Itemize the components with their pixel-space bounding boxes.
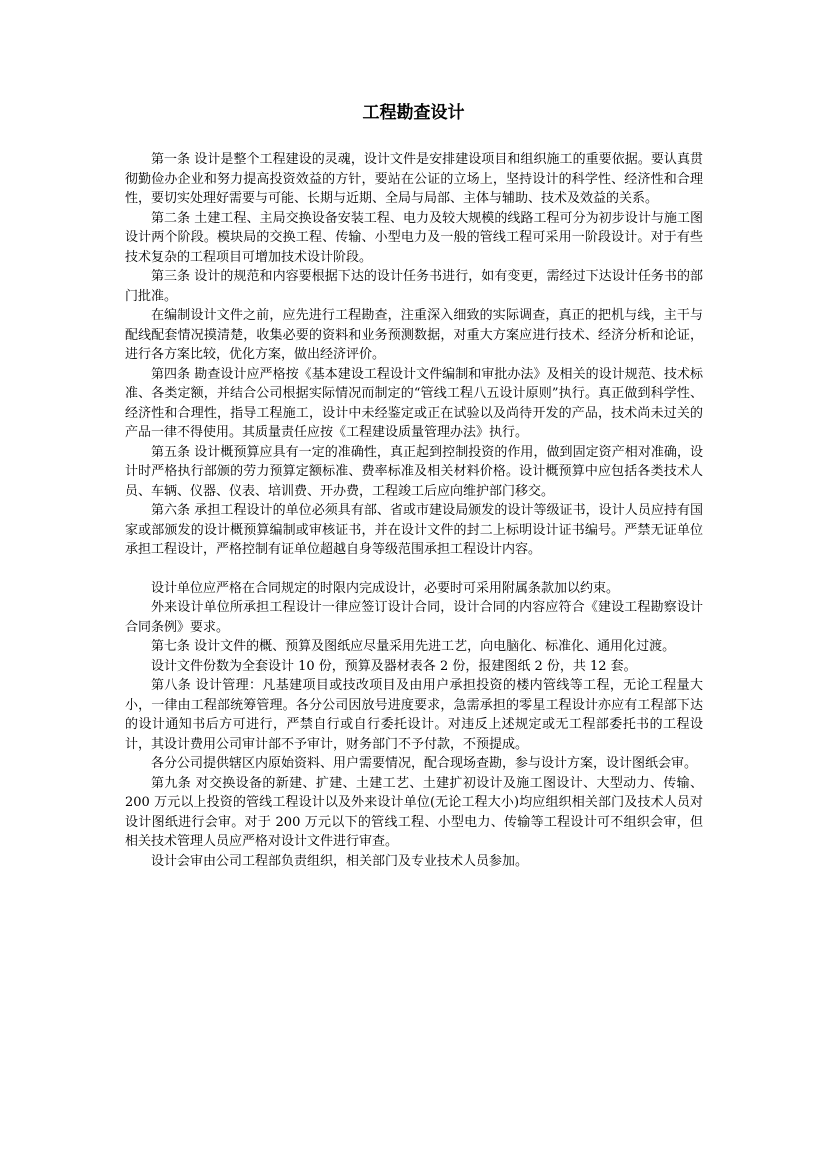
paragraph-contract-deadline: 设计单位应严格在合同规定的时限内完成设计，必要时可采用附属条款加以约束。 xyxy=(151,580,620,596)
paragraph-article-2: 第二条 土建工程、主局交换设备安装工程、电力及较大规模的线路工程可分为初步设计与施工图设计两个阶段。模块局的交换工程、传输、小型电力及一般的管线工程可采用一阶段设计。对于有些技术复杂的工程项目可增加技术设计阶段。 xyxy=(125,210,703,265)
document-body xyxy=(125,150,703,871)
paragraph-external-contract: 外来设计单位所承担工程设计一律应签订设计合同，设计合同的内容应符合《建设工程勘察设计合同条例》要求。 xyxy=(125,600,703,635)
paragraph-article-7: 第七条 设计文件的概、预算及图纸应尽量采用先进工艺，向电脑化、标准化、通用化过渡。 xyxy=(151,639,676,654)
paragraph-article-9: 第九条 对交换设备的新建、扩建、土建工艺、土建扩初设计及施工图设计、大型动力、传输、200 万元以上投资的管线工程设计以及外来设计单位(无论工程大小)均应组织相关部门及技术人员对设计图纸进行会审。对于 200 万元以下的管线工程、小型电力、传输等工程设计可不组织会审，但相关技术管理人员应严格对设计文件进行审查。 xyxy=(125,775,703,849)
paragraph-article-3: 第三条 设计的规范和内容要根据下达的设计任务书进行，如有变更，需经过下达设计任务书的部门批准。 xyxy=(125,269,703,304)
paragraph-survey-before-design: 在编制设计文件之前，应先进行工程勘查，注重深入细致的实际调查，真正的把机与线，主干与配线配套情况摸清楚，收集必要的资料和业务预测数据，对重大方案应进行技术、经济分析和论证，进行各方案比较，优化方案，做出经济评价。 xyxy=(125,308,703,362)
paragraph-branch-duties: 各分公司提供辖区内原始资料、用户需要情况，配合现场查勘，参与设计方案，设计图纸会审。 xyxy=(151,756,698,771)
paragraph-article-6: 第六条 承担工程设计的单位必须具有部、省或市建设局颁发的设计等级证书，设计人员应持有国家或部颁发的设计概预算编制或审核证书，并在设计文件的封二上标明设计证书编号。严禁无证单位承担工程设计，严格控制有证单位超越自身等级范围承担工程设计内容。 xyxy=(125,503,703,557)
document-title: 工程勘查设计 xyxy=(362,103,465,123)
paragraph-article-8: 第八条 设计管理：凡基建项目或技改项目及由用户承担投资的楼内管线等工程，无论工程量大小，一律由工程部统筹管理。各分公司因放号进度要求，急需承担的零星工程设计亦应有工程部下达的设计通知书后方可进行，严禁自行或自行委托设计。对违反上述规定或无工程部委托书的工程设计，其设计费用公司审计部不予审计，财务部门不予付款，不预提成。 xyxy=(125,678,703,752)
paragraph-article-4: 第四条 勘查设计应严格按《基本建设工程设计文件编制和审批办法》及相关的设计规范、技术标准、各类定额，并结合公司根据实际情况而制定的“管线工程八五设计原则”执行。真正做到科学性、经济性和合理性，指导工程施工，设计中未经鉴定或正在试验以及尚待开发的产品，技术尚未过关的产品一律不得使用。其质量责任应按《工程建设质量管理办法》执行。 xyxy=(125,366,703,440)
paragraph-article-5: 第五条 设计概预算应具有一定的准确性，真正起到控制投资的作用，做到固定资产相对准确，设计时严格执行部颁的劳力预算定额标准、费率标准及相关材料价格。设计概预算中应包括各类技术人员、车辆、仪器、仪表、培训费、开办费，工程竣工后应向维护部门移交。 xyxy=(125,444,703,499)
paragraph-copies-count: 设计文件份数为全套设计 10 份，预算及器材表各 2 份，报建图纸 2 份，共 12 套。 xyxy=(151,658,637,674)
paragraph-review-organization: 设计会审由公司工程部负责组织，相关部门及专业技术人员参加。 xyxy=(151,853,529,869)
paragraph-article-1: 第一条 设计是整个工程建设的灵魂，设计文件是安排建设项目和组织施工的重要依据。要认真贯彻勤俭办企业和努力提高投资效益的方针，要站在公证的立场上，坚持设计的科学性、经济性和合理性，要切实处理好需要与可能、长期与近期、全局与局部、主体与辅助、技术及效益的关系。 xyxy=(125,152,703,206)
